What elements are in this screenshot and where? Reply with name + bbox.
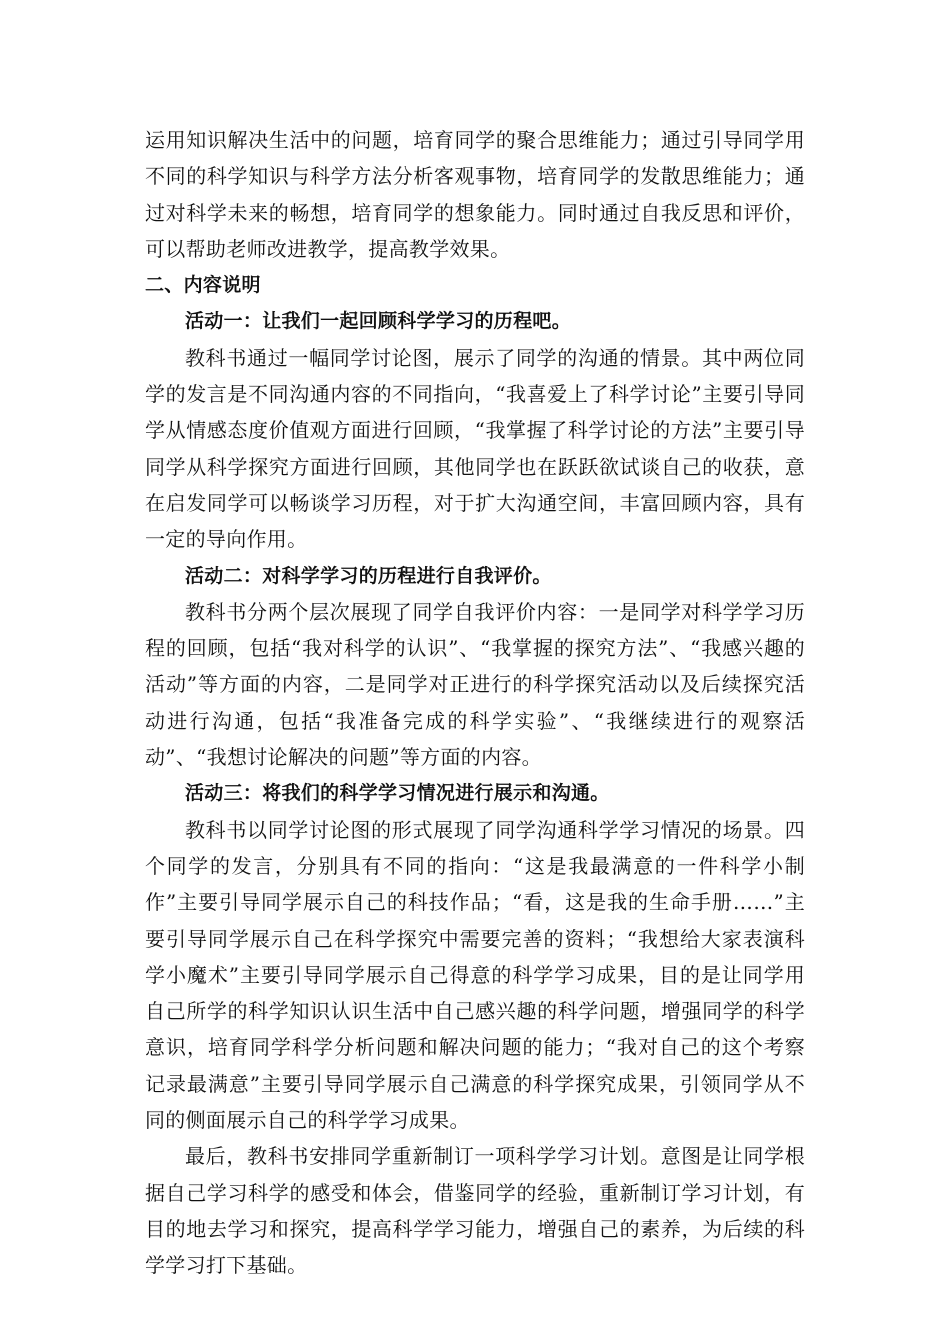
activity-2-paragraph: 教科书分两个层次展现了同学自我评价内容：一是同学对科学学习历程的回顾，包括“我对科学的认识”、“我掌握的探究方法”、“我感兴趣的活动”等方面的内容，二是同学对正进行的科学探究活动以及后续探究活动进行沟通，包括“我准备完成的科学实验”、“我继续进行的观察活动”、“我想讨论解决的问题”等方面的内容。 (145, 599, 805, 770)
activity-1-paragraph: 教科书通过一幅同学讨论图，展示了同学的沟通的情景。其中两位同学的发言是不同沟通内容的不同指向，“我喜爱上了科学讨论”主要引导同学从情感态度价值观方面进行回顾，“我掌握了科学讨论的方法”主要引导同学从科学探究方面进行回顾，其他同学也在跃跃欲试谈自己的收获，意在启发同学可以畅谈学习历程，对于扩大沟通空间，丰富回顾内容，具有一定的导向作用。 (145, 345, 805, 552)
section-heading: 二、内容说明 (145, 274, 261, 297)
closing-paragraph: 最后，教科书安排同学重新制订一项科学学习计划。意图是让同学根据自己学习科学的感受和体会，借鉴同学的经验，重新制订学习计划，有目的地去学习和探究，提高科学学习能力，增强自己的素养，为后续的科学学习打下基础。 (145, 1144, 805, 1278)
activity-2-title: 活动二：对科学学习的历程进行自我评价。 (185, 564, 552, 587)
activity-1-title: 活动一：让我们一起回顾科学学习的历程吧。 (185, 310, 572, 333)
activity-3-paragraph: 教科书以同学讨论图的形式展现了同学沟通科学学习情况的场景。四个同学的发言，分别具有不同的指向：“这是我最满意的一件科学小制作”主要引导同学展示自己的科技作品；“看，这是我的生命手册……”主要引导同学展示自己在科学探究中需要完善的资料；“我想给大家表演科学小魔术”主要引导同学展示自己得意的科学学习成果，目的是让同学用自己所学的科学知识认识生活中自己感兴趣的科学问题，增强同学的科学意识，培育同学科学分析问题和解决问题的能力；“我对自己的这个考察记录最满意”主要引导同学展示自己满意的科学探究成果，引领同学从不同的侧面展示自己的科学学习成果。 (145, 817, 805, 1133)
activity-3-title: 活动三：将我们的科学学习情况进行展示和沟通。 (185, 782, 610, 805)
intro-paragraph: 运用知识解决生活中的问题，培育同学的聚合思维能力；通过引导同学用不同的科学知识与科学方法分析客观事物，培育同学的发散思维能力；通过对科学未来的畅想，培育同学的想象能力。同时通过自我反思和评价，可以帮助老师改进教学，提高教学效果。 (145, 128, 805, 261)
document-body (145, 122, 805, 1284)
